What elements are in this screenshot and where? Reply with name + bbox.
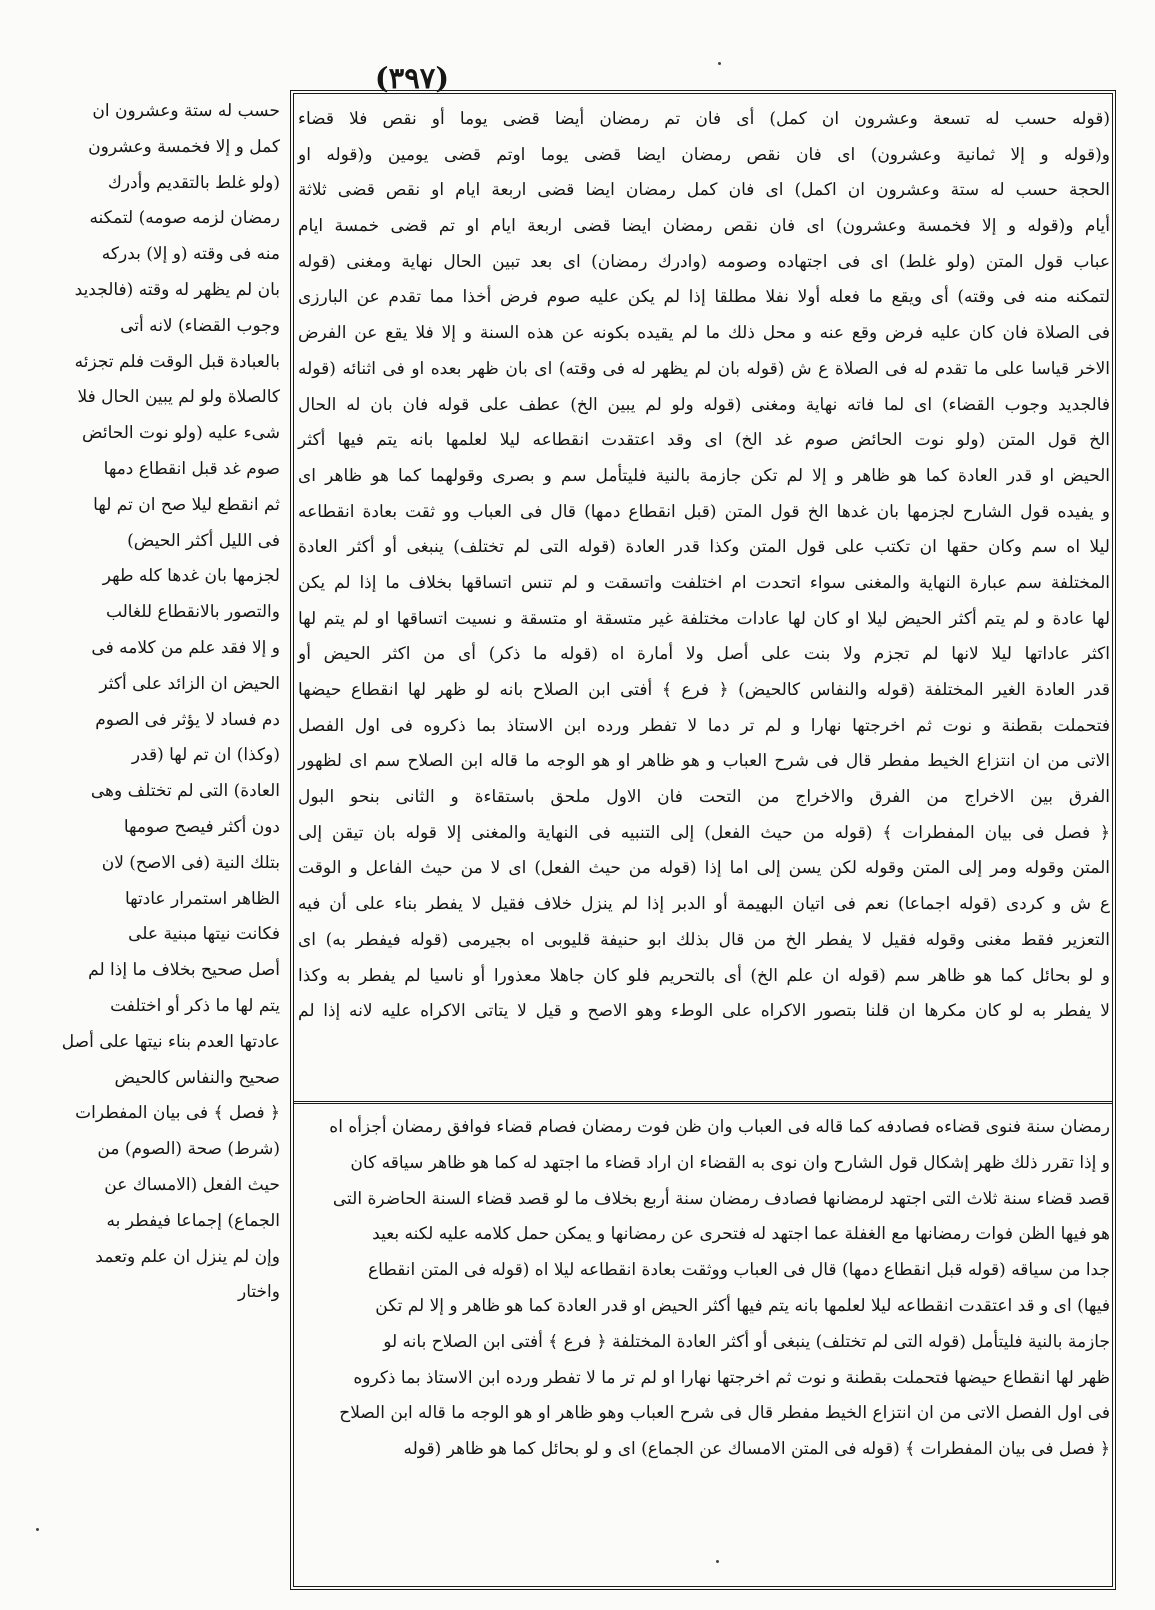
margin-text-line: دم فساد لا يؤثر فى الصوم [95, 709, 280, 730]
main-text-line: المختلفة سم عبارة النهاية والمغنى سواء اتحدت ام اختلفت واتسقت و لم تنس اتساقها بخلاف ما إذا لم يكن [298, 572, 1110, 593]
main-text-line: لها عادة و لم يتم أكثر الحيض ليلا او كان لها عادات مختلفة غير متسقة او متسقة و نسيت اتساقها او لم يتم لها [298, 608, 1110, 629]
margin-text-line: شىء عليه (ولو نوت الحائض [82, 423, 280, 444]
main-text-line: فى الصلاة فان كان عليه فرض وقع عنه و محل ذلك ما لم يقيده بكونه عن هذه السنة و إلا فلا يقع عن الفرض [298, 323, 1110, 344]
main-text-line: ليلا اه سم وكان حقها ان تكتب على قول المتن وكذا قدر العادة (قوله التى لم تختلف) ينبغى أو أكثر العادة [298, 537, 1110, 558]
margin-text-line: بان لم يظهر له وقته (فالجديد [74, 279, 280, 300]
margin-text-line: والتصور بالانقطاع للغالب [105, 602, 280, 623]
main-text-line: الخ قول المتن (ولو نوت الحائض صوم غد الخ) اى وقد اعتقدت انقطاعه ليلا لعلمها بانه يتم فيها أكثر [298, 430, 1110, 451]
lower-text-line: و إذا تقرر ذلك ظهر إشكال قول الشارح وان نوى به القضاء ان اراد قضاء ما اجتهد له كما هو ظاهر سياقه كان [350, 1152, 1110, 1173]
main-text-line: الحجة حسب له ستة وعشرون ان اكمل) اى فان كمل رمضان ايضا قضى اربعة ايام او نقص قضى ثلاثة [298, 180, 1110, 201]
main-text-line: ﴿ فصل فى بيان المفطرات ﴾ (قوله من حيث الفعل) إلى التنبيه فى النهاية والمغنى إلا قوله بان تيقن إلى [298, 822, 1110, 843]
margin-text-line: منه فى وقته (و إلا) بدركه [101, 244, 280, 265]
print-speck [716, 1560, 719, 1563]
margin-text-line: وإن لم ينزل ان علم وتعمد [95, 1246, 280, 1267]
margin-matn-text [18, 94, 280, 1303]
main-text-line: أيام و(قوله و إلا فخمسة وعشرون) اى فان نقص رمضان ايضا قضى اربعة ايام او تم قضى خمسة ايام [298, 216, 1110, 237]
margin-text-line: ثم انقطع ليلا صح ان تم لها [93, 494, 280, 515]
margin-text-line: العادة) التى لم تختلف وهى [90, 781, 280, 802]
main-text-line: قدر العادة الغير المختلفة (قوله والنفاس كالحيض) ﴿ فرع ﴾ أفتى ابن الصلاح بانه لو ظهر لها انقطاع حيضها [298, 680, 1110, 700]
margin-text-line: بتلك النية (فى الاصح) لان [101, 852, 280, 873]
commentary-lower-text [298, 1110, 1110, 1590]
main-text-line: فالجديد وجوب القضاء) اى لما فاته نهاية ومغنى (قوله ولو لم يبين الخ) عطف على قوله فان بان له الحال [298, 394, 1110, 415]
margin-text-line: (وكذا) ان تم لها (قدر [131, 745, 280, 766]
main-text-line: لا يفطر به لو كان مكرها ان قلنا بتصور الاكراه على الوطء وهو الاصح و قيل لا يتاتى الاكراه عليه لانه إذا لم [298, 1001, 1110, 1022]
main-text-line: المتن وقوله ومر إلى المتن وقوله لكن يسن إلى اما إذا (قوله من حيث الفعل) اى لا من حيث الفاعل و الوقت [298, 858, 1110, 879]
margin-text-line: كالصلاة ولو لم يبين الحال فلا [77, 387, 280, 408]
main-text-line: الاخر قياسا على ما تقدم له فى الصلاة ع ش (قوله بان لم يظهر له فى وقته) اى بان ظهر بعده او فى اثنائه (قوله [298, 358, 1110, 379]
lower-text-line: جدا من سياقه (قوله قبل انقطاع دمها) قال فى العباب ووثقت بعادة انقطاعه ليلا اه (قوله فى المتن انقطاع [367, 1260, 1110, 1281]
print-speck [718, 62, 721, 65]
lower-text-line: رمضان سنة فنوى قضاءه فصادفه كما قاله فى العباب وان ظن فوت رمضان فصام قضاء فوافق رمضان أجزأه اه [329, 1117, 1110, 1137]
margin-text-line: الجماع) إجماعا فيفطر به [106, 1210, 280, 1231]
main-text-line: و يفيده قول الشارح لجزمها بان غدها الخ قول المتن (قبل انقطاع دمها) قال فى العباب وو ثقت بعادة انقطاعه [298, 501, 1110, 522]
lower-text-line: فيها) اى و قد اعتقدت انقطاعه ليلا لعلمها بانه يتم فيها أكثر الحيض او قدر العادة كما هو ظاهر و إلا لم تكن [375, 1295, 1110, 1316]
margin-text-line: واختار [238, 1282, 280, 1303]
margin-text-line: فكانت نيتها مبنية على [128, 924, 280, 945]
main-text-line: الاتى من ان انتزاع الخيط مفطر قال فى شرح العباب و هو ظاهر او هو الوجه ما قاله ابن الصلاح سم اى لظهور [298, 751, 1110, 772]
main-text-line: فتحملت بقطنة و نوت ثم اخرجتها نهارا و لم تر دما لا تفطر ورده ابن الاستاذ بما ذكروه فى اول الفصل [298, 715, 1110, 736]
margin-text-line: و إلا فقد علم من كلامه فى [91, 637, 280, 658]
commentary-main-text [298, 102, 1110, 1102]
margin-text-line: وجوب القضاء) لانه أتى [120, 315, 280, 336]
page-number: (٣٩٧) [374, 61, 450, 95]
main-text-line: (قوله حسب له تسعة وعشرون ان كمل) أى فان تم رمضان أيضا قضى يوما أو نقص فلا قضاء [298, 109, 1110, 129]
main-text-line: التعزير فقط مغنى وقوله فقيل لا يفطر الخ من قال بذلك ابو حنيفة قليوبى اه بجيرمى (قوله فيفطر به) اى [298, 929, 1110, 950]
margin-text-line: ﴿ فصل ﴾ فى بيان المفطرات [75, 1103, 280, 1124]
main-text-line: لتمكنه منه فى وقته) أى ويقع ما فعله أولا نفلا مطلقا إذا لم يكن عليه صوم فرض أخذا مما تقدم عن البارزى [298, 287, 1110, 308]
main-text-line: الفرق بين الاخراج من الفرق والاخراج من التحت فان الاول ملحق باستقاءة و الثانى بنحو البول [298, 787, 1110, 808]
main-text-line: و لو بحائل كما هو ظاهر سم (قوله ان علم الخ) أى بالتحريم فلو كان جاهلا معذورا أو ناسيا لم يفطر به وكذا [298, 965, 1110, 986]
margin-text-line: فى الليل أكثر الحيض) [127, 530, 280, 551]
margin-text-line: أصل صحيح بخلاف ما إذا لم [88, 960, 280, 981]
main-text-line: عباب قول المتن (ولو غلط) اى فى اجتهاده وصومه (وادرك رمضان) اى بعد تبين الحال نهاية ومغنى (قوله [298, 251, 1110, 272]
main-text-line: و(قوله و إلا ثمانية وعشرون) اى فان نقص رمضان ايضا قضى يوما اوتم قضى يومين و(قوله او [298, 144, 1110, 165]
section-divider [294, 1101, 1112, 1104]
main-text-line: اكثر عاداتها ليلا لانها لم تجزم ولا بنت على أصل ولا أمارة اه (قوله ما ذكر) أى من اكثر الحيض أو [298, 644, 1110, 665]
margin-text-line: صحيح والنفاس كالحيض [114, 1067, 280, 1088]
lower-text-line: قصد قضاء سنة ثلاث التى اجتهد لرمضانها فصادف رمضان سنة أربع بخلاف ما لو قصد قضاء السنة الحاضرة التى [332, 1188, 1110, 1209]
margin-text-line: بالعبادة قبل الوقت فلم تجزئه [74, 351, 280, 372]
lower-text-line: فى اول الفصل الاتى من ان انتزاع الخيط مفطر قال فى شرح العباب وهو ظاهر او هو الوجه ما قاله ابن الصلاح [339, 1403, 1110, 1424]
margin-text-line: دون أكثر فيصح صومها [123, 816, 280, 837]
margin-text-line: (شرط) صحة (الصوم) من [97, 1139, 280, 1160]
print-speck [36, 1528, 39, 1531]
margin-text-line: عادتها العدم بناء نيتها على أصل [61, 1031, 280, 1052]
margin-text-line: يتم لها ما ذكر أو اختلفت [110, 995, 280, 1016]
margin-text-line: كمل و إلا فخمسة وعشرون [88, 136, 280, 157]
margin-text-line: صوم غد قبل انقطاع دمها [103, 458, 280, 479]
main-text-line: الحيض او قدر العادة كما هو ظاهر و إلا لم تكن جازمة بالنية فليتأمل سم و بصرى وقولهما كما هو ظاهر اى [298, 465, 1110, 486]
margin-text-line: حسب له ستة وعشرون ان [92, 101, 280, 121]
margin-text-line: (ولو غلط بالتقديم وأدرك [107, 172, 280, 193]
lower-text-line: ظهر لها انقطاع حيضها فتحملت بقطنة و نوت ثم اخرجتها نهارا او لم تر ما لا تفطر ورده ابن الاستاذ بما ذكروه [353, 1367, 1110, 1388]
margin-text-line: الظاهر استمرار عادتها [124, 888, 280, 909]
margin-text-line: حيث الفعل (الامساك عن [104, 1174, 280, 1195]
lower-text-line: ﴿ فصل فى بيان المفطرات ﴾ (قوله فى المتن الامساك عن الجماع) اى و لو بحائل كما هو ظاهر (قوله [403, 1439, 1110, 1460]
lower-text-line: جازمة بالنية فليتأمل (قوله التى لم تختلف) ينبغى أو أكثر العادة المختلفة ﴿ فرع ﴾ أفتى ابن الصلاح بانه لو [383, 1331, 1110, 1352]
lower-text-line: هو فيها الظن فوات رمضانها مع الغفلة عما اجتهد له فتحرى عن رمضانها و يمكن حمل كلامه عليه لكنه بعيد [372, 1224, 1110, 1245]
margin-text-line: لجزمها بان غدها كله طهر [102, 566, 280, 587]
margin-text-line: الحيض ان الزائد على أكثر [99, 673, 280, 694]
margin-text-line: رمضان لزمه صومه) لتمكنه [89, 208, 280, 229]
main-text-line: ع ش و كردى (قوله اجماعا) نعم فى اتيان البهيمة أو الدبر إذا لم ينزل خلاف فقيل لا يفطر بناء على أن فيه [298, 894, 1111, 915]
